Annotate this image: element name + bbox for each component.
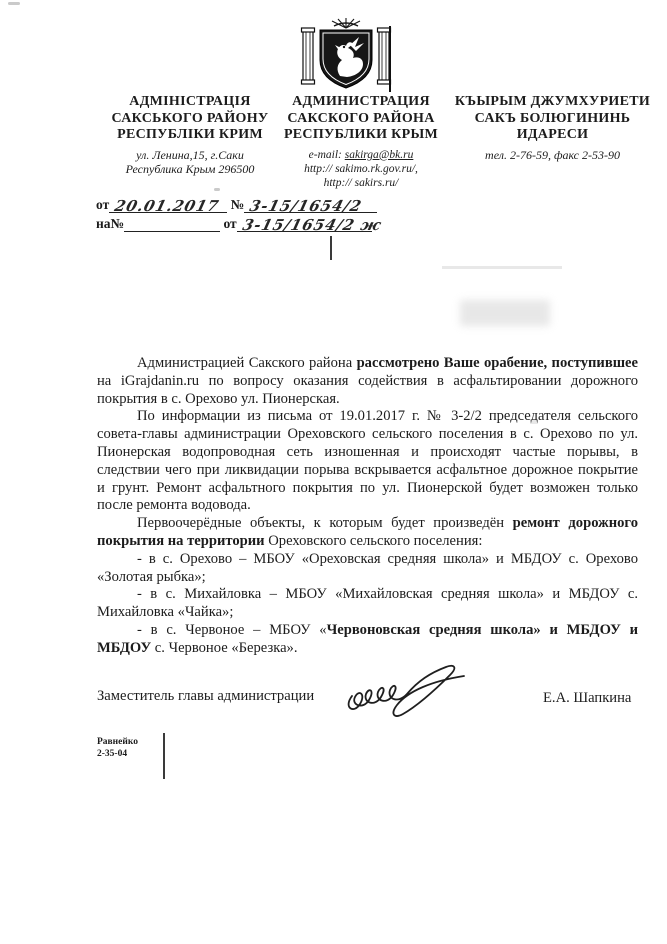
org-site1: http:// sakimo.rk.gov.ru/, xyxy=(304,162,418,175)
reference-row-outgoing xyxy=(96,197,377,216)
paragraph: - в с. Червоное – МБОУ «Червоновская средняя школа» и МБДОУ и МБДОУ с. Червоное «Березка». xyxy=(97,621,638,656)
outgoing-date-handwritten: 20.01.2017 xyxy=(112,197,222,215)
executor-block xyxy=(97,737,138,760)
scan-speck xyxy=(530,420,538,424)
org-phone: тел. 2-76-59, факс 2-53-90 xyxy=(485,147,620,162)
number-label: № xyxy=(230,197,245,212)
reply-label: на№ xyxy=(96,216,125,231)
org-email-line xyxy=(255,148,467,162)
paragraph: Администрацией Сакского района рассмотрено Ваше орабение, поступившее на iGrajdanin.ru по вопросу оказания содействия в асфальтировании дорожного покрытия в с. Орехово ул. Пионерская. xyxy=(97,355,638,407)
scan-speck xyxy=(214,188,220,191)
scan-artifact-line xyxy=(163,733,165,779)
paragraph: По информации из письма от 19.01.2017 г. № 3-2/2 председателя сельского совета-главы администрации Ореховского сельского поселения в с. Орехово по ул. Пионерская водопроводная сеть изношенная и происходят частые порывы, в следствии чего при ликвидации порыва вскрывается асфальтное дорожное покрытие и грунт. Ремонт асфальтного покрытия по ул. Пионерской будет возможен только после ремонта водовода. xyxy=(97,408,638,514)
from-label: от xyxy=(96,197,110,212)
org-name-ru-line2: САКСКОГО РАЙОНА xyxy=(287,110,435,126)
scan-speck xyxy=(8,2,20,5)
org-name-crh-line1: КЪЫРЫМ ДЖУМХУРИЕТИ xyxy=(454,94,651,109)
outgoing-number-field xyxy=(244,197,377,213)
email-label: e-mail: xyxy=(308,148,345,161)
executor-phone: 2-35-04 xyxy=(97,748,128,759)
signer-name: Е.А. Шапкина xyxy=(543,690,632,706)
org-name-ru-line1: АДМИНИСТРАЦИЯ xyxy=(292,94,430,109)
incoming-date-field xyxy=(237,216,384,234)
org-name-ru-line3: РЕСПУБЛИКИ КРЫМ xyxy=(283,127,439,142)
org-address-line1: ул. Ленина,15, г.Саки xyxy=(136,147,244,162)
paragraph: Первоочерёдные объекты, к которым будет произведён ремонт дорожного покрытия на территории Ореховского сельского поселения: xyxy=(97,515,638,549)
incoming-number-field xyxy=(124,216,220,232)
scan-streak xyxy=(442,266,562,269)
paragraph: - в с. Орехово – МБОУ «Ореховская средняя школа» и МБДОУ с. Орехово «Золотая рыбка»; xyxy=(97,550,638,585)
signature-handwriting xyxy=(332,648,482,726)
reply-from-label: от xyxy=(223,216,237,231)
outgoing-date-field xyxy=(109,197,227,213)
reference-block xyxy=(96,197,384,235)
scan-artifact-line xyxy=(389,26,391,92)
org-name-ua-line1: АДМІНІСТРАЦІЯ xyxy=(129,94,251,109)
org-name-crh-line3: ИДАРЕСИ xyxy=(516,127,589,142)
org-name-ua-line2: САКСЬКОГО РАЙОНУ xyxy=(111,110,269,126)
paragraph: - в с. Михайловка – МБОУ «Михайловская средняя школа» и МБДОУ с. Михайловка «Чайка»; xyxy=(97,586,638,621)
letterhead-center-column xyxy=(255,94,467,190)
letterhead-right-column xyxy=(438,94,667,162)
scan-artifact-line xyxy=(330,236,332,260)
email-address[interactable]: sakirga@bk.ru xyxy=(344,148,414,161)
executor-name: Равнейко xyxy=(97,737,138,747)
signer-position: Заместитель главы администрации xyxy=(97,688,315,704)
org-site2: http:// sakirs.ru/ xyxy=(323,176,399,189)
org-name-ua-line3: РЕСПУБЛІКИ КРИМ xyxy=(117,127,263,142)
reference-row-incoming xyxy=(96,216,384,235)
outgoing-number-handwritten: 3-15/1654/2 xyxy=(247,197,365,215)
incoming-date-handwritten: 3-15/1654/2 ж xyxy=(240,216,384,234)
body-paragraphs xyxy=(97,355,638,658)
org-name-crh-line2: САКЪ БОЛЮГИНИНЬ xyxy=(474,110,631,126)
coat-of-arms-icon xyxy=(300,18,392,94)
scan-streak xyxy=(460,300,550,326)
org-address-line2: Республика Крым 296500 xyxy=(125,162,255,176)
